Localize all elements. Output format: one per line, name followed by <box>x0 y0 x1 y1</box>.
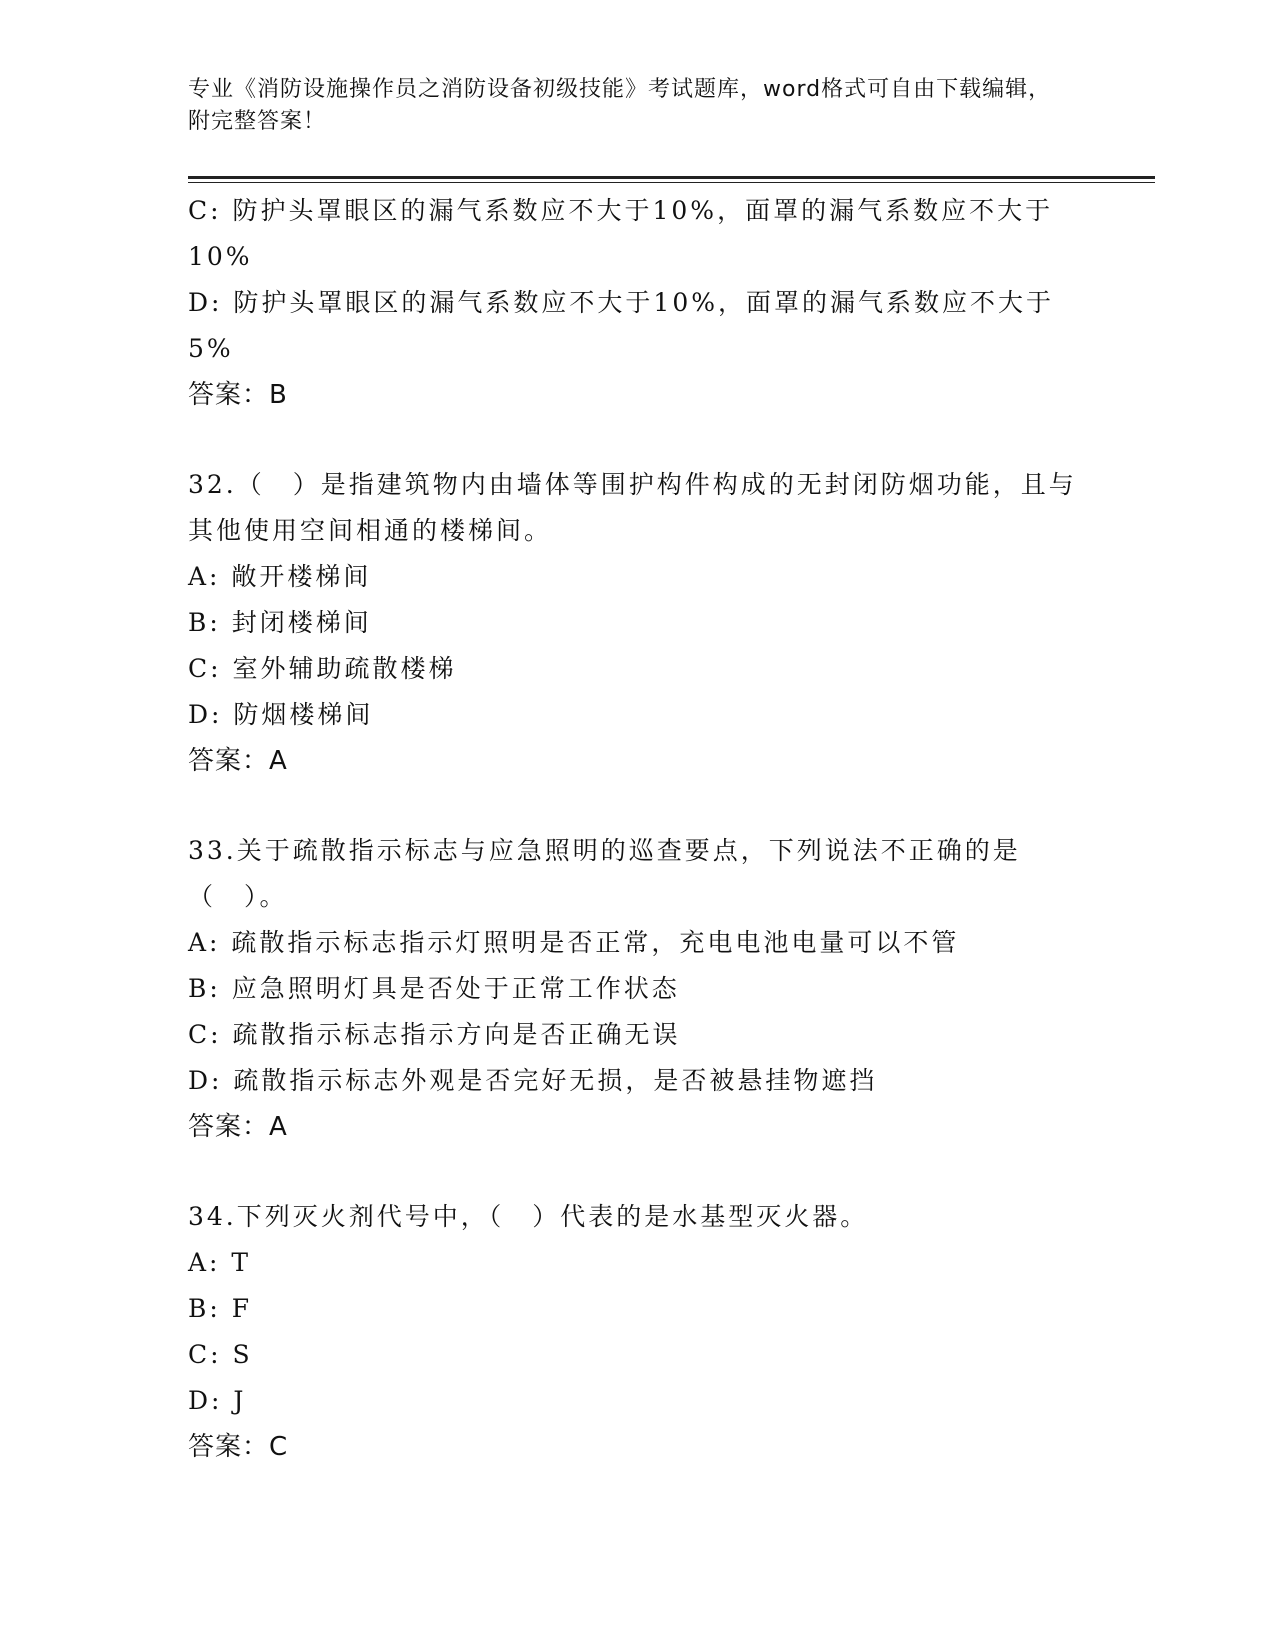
answer-line: 答案：A <box>188 746 288 776</box>
answer-line: 答案：B <box>188 380 288 410</box>
option-b: B: 封闭楼梯间 <box>188 608 372 637</box>
option-c: C: 疏散指示标志指示方向是否正确无误 <box>188 1020 681 1049</box>
header-divider-thin <box>188 182 1155 183</box>
option-c: C: 防护头罩眼区的漏气系数应不大于10%，面罩的漏气系数应不大于10% <box>188 196 1054 271</box>
answer-line: 答案：C <box>188 1432 289 1462</box>
option-c: C: S <box>188 1340 253 1369</box>
question-stem: 34.下列灭火剂代号中，（ ）代表的是水基型灭火器。 <box>188 1202 869 1231</box>
option-a: A: 疏散指示标志指示灯照明是否正常，充电电池电量可以不管 <box>188 928 960 957</box>
option-d: D: J <box>188 1386 247 1415</box>
header-divider-thick <box>188 176 1155 179</box>
option-d: D: 疏散指示标志外观是否完好无损，是否被悬挂物遮挡 <box>188 1066 878 1095</box>
question-stem: 33.关于疏散指示标志与应急照明的巡查要点，下列说法不正确的是（ ）。 <box>188 836 1021 911</box>
option-c: C: 室外辅助疏散楼梯 <box>188 654 457 683</box>
option-a: A: T <box>188 1248 252 1277</box>
question-content <box>188 188 1088 1470</box>
question-34 <box>188 1194 1088 1470</box>
option-d: D: 防护头罩眼区的漏气系数应不大于10%，面罩的漏气系数应不大于5% <box>188 288 1054 363</box>
option-d: D: 防烟楼梯间 <box>188 700 374 729</box>
option-a: A: 敞开楼梯间 <box>188 562 372 591</box>
question-33 <box>188 828 1088 1150</box>
option-b: B: F <box>188 1294 253 1323</box>
option-b: B: 应急照明灯具是否处于正常工作状态 <box>188 974 680 1003</box>
document-intro: 专业《消防设施操作员之消防设备初级技能》考试题库，word格式可自由下载编辑，附完整答案！ <box>188 77 1052 134</box>
question-stem: 32.（ ）是指建筑物内由墙体等围护构件构成的无封闭防烟功能，且与其他使用空间相通的楼梯间。 <box>188 470 1077 545</box>
question-32 <box>188 462 1088 784</box>
answer-line: 答案：A <box>188 1112 288 1142</box>
